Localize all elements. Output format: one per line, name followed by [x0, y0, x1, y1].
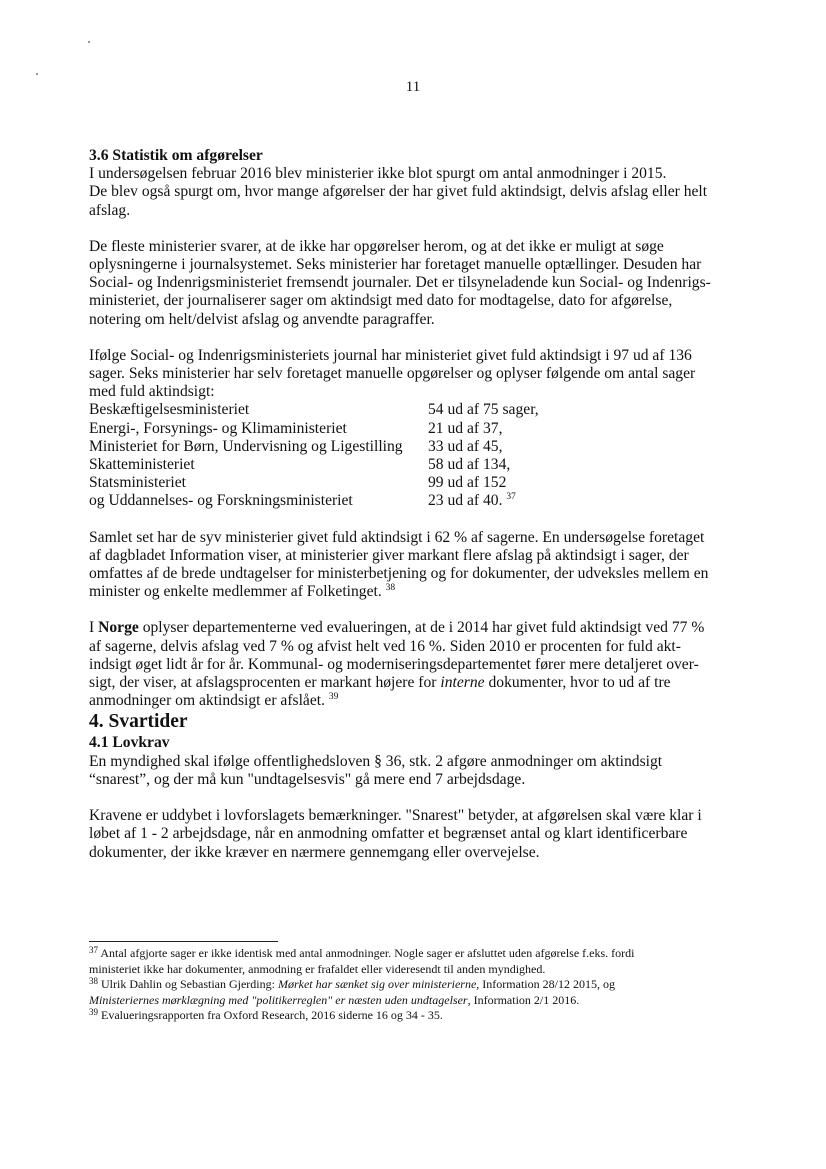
article-title: Mørket har sænket sig over ministerierne	[277, 977, 477, 991]
ministry-table	[89, 401, 731, 510]
line: ministeriet, der journaliserer sager om aktindsigt med dato for modtagelse, dato for afgørelse,	[89, 292, 673, 310]
ministry-count: 99 ud af 152	[428, 474, 507, 492]
paragraph-3	[89, 347, 731, 402]
ministry-count: 54 ud af 75 sager,	[428, 401, 539, 419]
footnote-ref-37[interactable]: 37	[506, 492, 516, 503]
footnote-number: 38	[89, 976, 98, 986]
footnote-38	[89, 977, 729, 1008]
line: Kravene er uddybet i lovforslagets bemærkninger. "Snarest" betyder, at afgørelsen skal være klar i	[89, 807, 702, 825]
ministry-name: Skatteministeriet	[89, 456, 195, 474]
line: Samlet set har de syv ministerier givet fuld aktindsigt i 62 % af sagerne. En undersøgelse foretaget	[89, 528, 705, 546]
line: af sagerne, delvis afslag ved 7 % og afvist helt ved 16 %. Siden 2010 er procenten for fuld akt-	[89, 637, 681, 655]
scan-speck	[36, 73, 38, 75]
ministry-name: Ministeriet for Børn, Undervisning og Ligestilling	[89, 437, 403, 455]
line: dokumenter, der ikke kræver en nærmere gennemgang eller overvejelse.	[89, 843, 540, 861]
line: notering om helt/delvist afslag og anvendte paragraffer.	[89, 310, 435, 328]
line-part: I	[89, 619, 99, 637]
line: ministeriet ikke har dokumenter, anmodning er frafaldet eller videresendt til anden myndighed.	[89, 961, 546, 976]
line: oplysningerne i journalsystemet. Seks ministerier har foretaget manuelle optællinger. Desuden har	[89, 256, 702, 274]
line: “snarest”, og der må kun "undtagelsesvis" gå mere end 7 arbejdsdage.	[89, 770, 526, 788]
line: Social- og Indenrigsministeriet fremsendt journaler. Det er tilsyneladende kun Social- og Indenrigs-	[89, 274, 711, 292]
line: sager. Seks ministerier har selv foretaget manuelle opgørelser og oplyser følgende om antal sager	[89, 365, 696, 383]
ministry-count: 21 ud af 37,	[428, 419, 503, 437]
scan-speck	[88, 41, 90, 43]
line-part: Ulrik Dahlin og Sebastian Gjerding:	[101, 977, 278, 991]
paragraph-6	[89, 753, 731, 789]
paragraph-2	[89, 238, 731, 329]
line: omfattes af de brede undtagelser for ministerbetjening og for dokumenter, der udveksles mellem en	[89, 565, 709, 583]
line: De blev også spurgt om, hvor mange afgørelser der har givet fuld aktindsigt, delvis afslag eller helt	[89, 183, 708, 201]
line: Ifølge Social- og Indenrigsministeriets journal har ministeriet givet fuld aktindsigt i 97 ud af 136	[89, 346, 692, 364]
footnote-number: 39	[89, 1007, 98, 1017]
article-title: Ministeriernes mørklægning med "politikerreglen" er næsten uden undtagelser	[89, 992, 468, 1007]
line: Antal afgjorte sager er ikke identisk med antal anmodninger. Nogle sager er afsluttet uden afgørelse f.eks. fordi	[100, 946, 635, 960]
line: løbet af 1 - 2 arbejdsdage, når en anmodning omfatter et begrænset antal og klart identificerbare	[89, 825, 688, 843]
paragraph-1	[89, 165, 731, 220]
footnote-37	[89, 946, 729, 977]
line: De fleste ministerier svarer, at de ikke har opgørelser herom, og at det ikke er muligt at søge	[89, 237, 664, 255]
section-heading-4: 4. Svartider	[89, 711, 188, 733]
footnote-39	[89, 1008, 729, 1024]
footnote-number: 37	[89, 945, 98, 955]
paragraph-4	[89, 529, 731, 602]
line: anmodninger om aktindsigt er afslået.	[89, 692, 326, 710]
emphasis-interne: interne	[440, 674, 485, 692]
line-part: sigt, der viser, at afslagsprocenten er markant højere for	[89, 674, 441, 692]
footnote-ref-38[interactable]: 38	[385, 583, 396, 594]
line: I undersøgelsen februar 2016 blev ministerier ikke blot spurgt om antal anmodninger i 2015.	[89, 165, 667, 183]
main-text	[89, 147, 731, 862]
line: En myndighed skal ifølge offentlighedsloven § 36, stk. 2 afgøre anmodninger om aktindsigt	[89, 752, 663, 770]
ministry-count: 23 ud af 40.	[428, 492, 503, 510]
line-part: , Information 28/12 2015, og	[476, 977, 615, 991]
ministry-count: 33 ud af 45,	[428, 437, 503, 455]
page-number: 11	[405, 79, 421, 95]
subsection-heading-4-1: 4.1 Lovkrav	[89, 734, 170, 752]
ministry-count-cell	[428, 492, 658, 510]
line: minister og enkelte medlemmer af Folketinget.	[89, 583, 382, 601]
emphasis-norge: Norge	[98, 619, 139, 637]
paragraph-5	[89, 619, 731, 710]
line: indsigt øget lidt år for år. Kommunal- og moderniseringsdepartementet fører mere detaljeret over-	[89, 655, 699, 673]
ministry-count: 58 ud af 134,	[428, 456, 511, 474]
line-part: , Information 2/1 2016.	[467, 992, 580, 1007]
footnote-ref-39[interactable]: 39	[328, 692, 339, 703]
line: med fuld aktindsigt:	[89, 383, 215, 401]
footnotes	[89, 946, 729, 1024]
footnote-divider	[89, 941, 278, 942]
line-part: dokumenter, hvor to ud af tre	[484, 674, 671, 692]
line-part: oplyser departementerne ved evalueringen, at de i 2014 har givet fuld aktindsigt ved 77 %	[138, 619, 705, 637]
section-heading-3-6: 3.6 Statistik om afgørelser	[89, 147, 263, 164]
line: afslag.	[89, 201, 131, 219]
line: af dagbladet Information viser, at ministerier giver markant flere afslag på aktindsigt i sager, der	[89, 546, 689, 564]
ministry-name: og Uddannelses- og Forskningsministeriet	[89, 492, 353, 510]
ministry-name: Energi-, Forsynings- og Klimaministeriet	[89, 419, 347, 437]
paragraph-7	[89, 807, 731, 862]
ministry-name: Statsministeriet	[89, 474, 187, 492]
ministry-name: Beskæftigelsesministeriet	[89, 401, 250, 419]
line: Evalueringsrapporten fra Oxford Research, 2016 siderne 16 og 34 - 35.	[101, 1008, 443, 1022]
